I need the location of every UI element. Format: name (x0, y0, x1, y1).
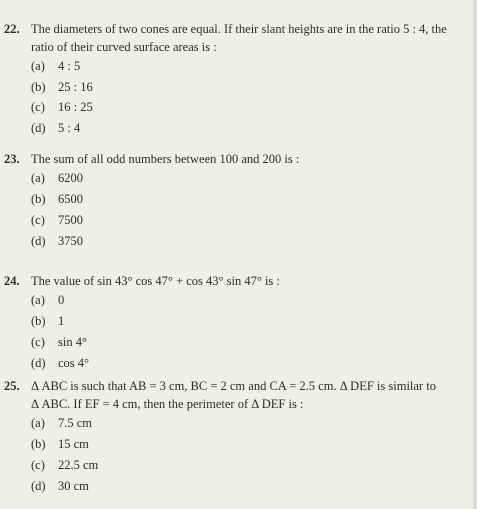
option-d (4, 118, 471, 139)
option-a (4, 168, 471, 189)
option-label: (d) (31, 479, 46, 493)
option-label: (a) (31, 171, 45, 185)
question-text-line (4, 20, 471, 38)
option-b (4, 189, 471, 210)
page-edge (473, 0, 477, 509)
question-text: The sum of all odd numbers between 100 and 200 is : (31, 152, 300, 166)
option-d (4, 231, 471, 252)
option-text: 30 cm (58, 479, 89, 493)
option-label: (d) (31, 120, 46, 135)
option-text: 16 : 25 (58, 100, 93, 114)
question-number: 23. (4, 152, 20, 166)
option-label: (d) (31, 356, 46, 370)
option-text: 5 : 4 (58, 120, 81, 135)
question-24 (4, 272, 471, 374)
option-text: 7500 (58, 213, 83, 227)
option-a (4, 56, 471, 77)
option-c (4, 332, 471, 353)
option-c (4, 210, 471, 231)
option-text: sin 4° (58, 335, 87, 349)
option-d (4, 353, 471, 374)
option-d (4, 476, 471, 497)
option-label: (b) (31, 437, 46, 451)
option-label: (a) (31, 416, 45, 430)
question-text-line (4, 377, 471, 395)
question-text: Δ ABC is such that AB = 3 cm, BC = 2 cm and CA = 2.5 cm. Δ DEF is similar to (31, 379, 436, 393)
question-text: The diameters of two cones are equal. If their slant heights are in the ratio 5 : 4, the (31, 22, 447, 36)
option-label: (c) (31, 100, 45, 114)
question-text-line (4, 395, 471, 413)
question-22 (4, 20, 471, 138)
option-c (4, 455, 471, 476)
question-number: 25. (4, 379, 20, 393)
question-text-line (4, 38, 471, 56)
option-label: (c) (31, 213, 45, 227)
option-text: 22.5 cm (58, 458, 99, 472)
option-text: 1 (58, 314, 65, 328)
option-a (4, 290, 471, 311)
option-c (4, 97, 471, 118)
option-text: 0 (58, 293, 65, 307)
option-label: (a) (31, 59, 45, 73)
option-b (4, 77, 471, 98)
option-a (4, 413, 471, 434)
option-text: 4 : 5 (58, 59, 81, 73)
option-label: (b) (31, 79, 46, 94)
question-25 (4, 377, 471, 497)
question-number: 22. (4, 22, 20, 36)
question-number: 24. (4, 274, 20, 288)
question-text-line (4, 150, 471, 168)
option-label: (d) (31, 234, 46, 248)
option-text: 7.5 cm (58, 416, 93, 430)
option-text: 25 : 16 (58, 79, 93, 94)
option-label: (a) (31, 293, 45, 307)
option-text: 6200 (58, 171, 83, 185)
option-label: (c) (31, 458, 45, 472)
option-label: (b) (31, 192, 46, 206)
option-text: 15 cm (58, 437, 89, 451)
option-b (4, 311, 471, 332)
question-text: The value of sin 43° cos 47° + cos 43° sin 47° is : (31, 274, 280, 288)
option-text: 6500 (58, 192, 83, 206)
option-b (4, 434, 471, 455)
option-label: (b) (31, 314, 46, 328)
question-text: ratio of their curved surface areas is : (31, 40, 217, 54)
question-text: Δ ABC. If EF = 4 cm, then the perimeter of Δ DEF is : (31, 397, 304, 411)
question-text-line (4, 272, 471, 290)
question-23 (4, 150, 471, 252)
option-label: (c) (31, 335, 45, 349)
option-text: cos 4° (58, 356, 90, 370)
option-text: 3750 (58, 234, 83, 248)
